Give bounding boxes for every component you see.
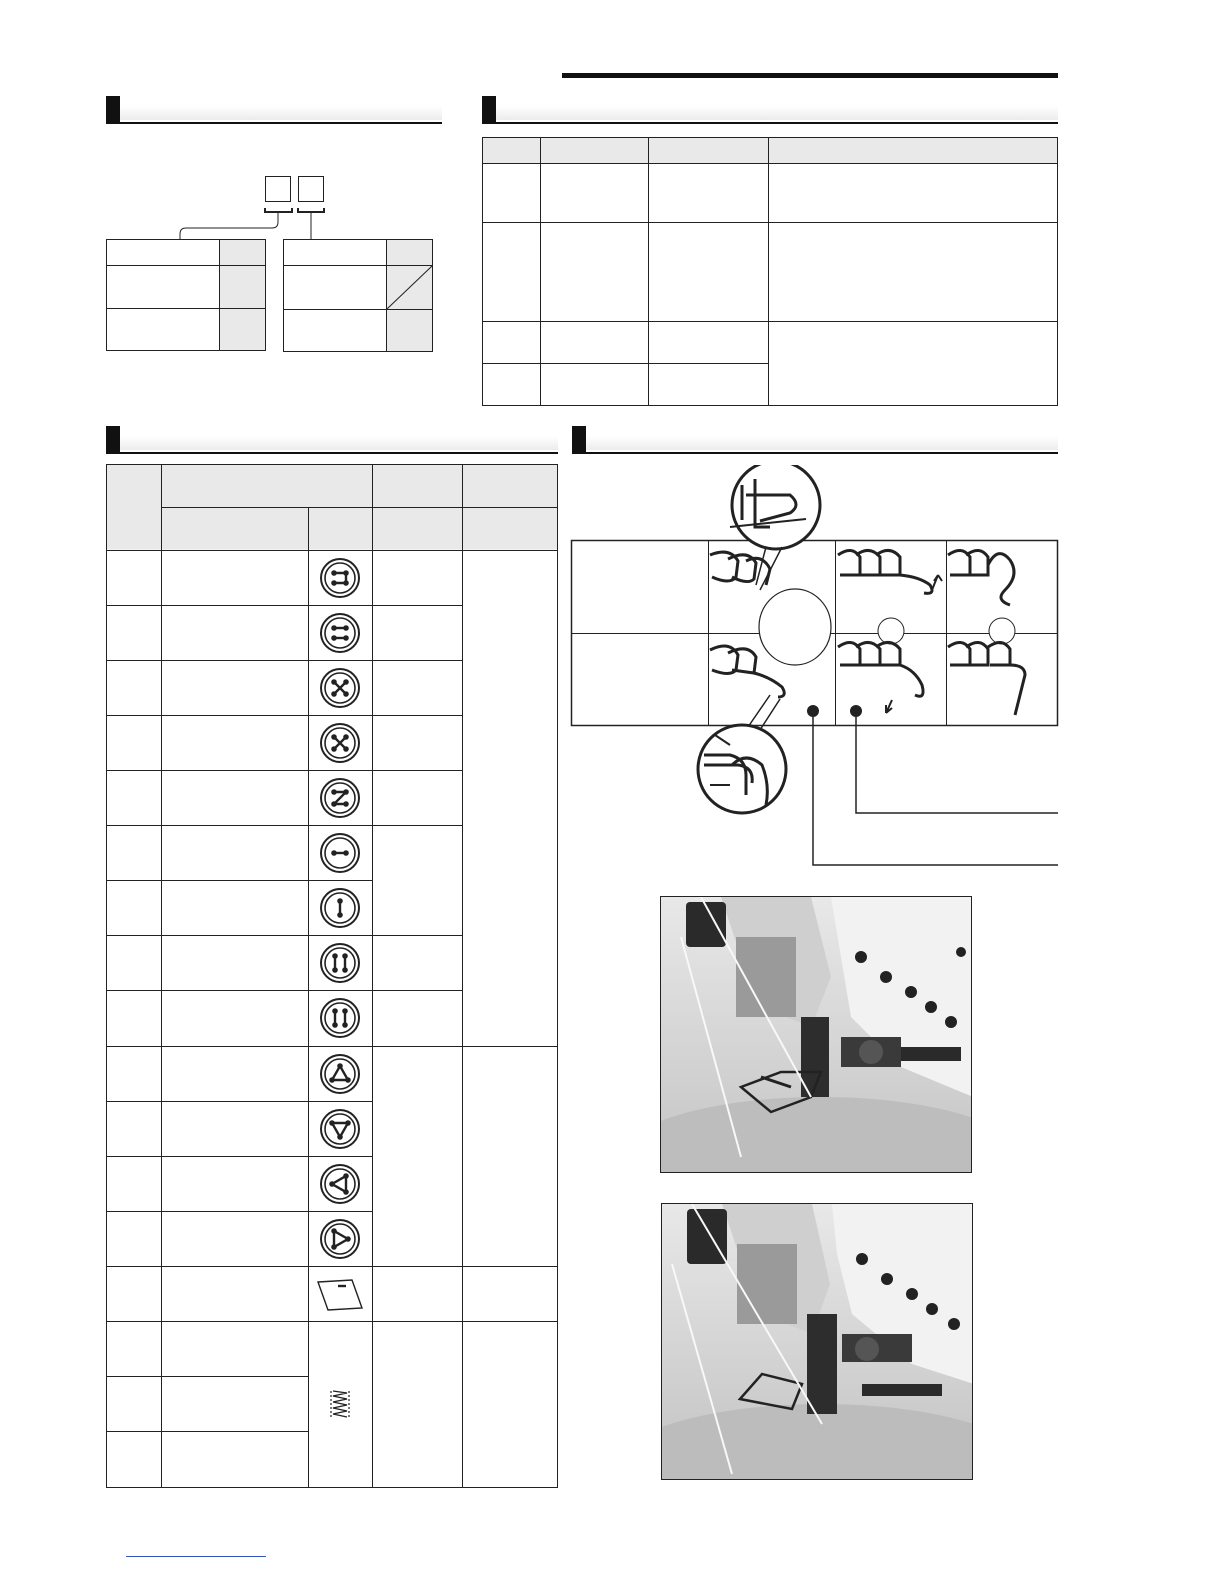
table-row [483,164,1058,223]
model-code-left-table [106,239,266,351]
zigzag-bartack-icon [331,1391,349,1417]
table-header-row [483,138,1058,164]
top-rule [562,73,1058,78]
machine-photo-1 [660,896,972,1173]
code-brackets [106,150,442,250]
sewing-machine-photo [661,897,972,1173]
4-hole-parallel-icon [321,559,359,597]
machine-photo-2 [661,1203,973,1480]
3-hole-triangle-down-icon [321,1110,359,1148]
section-header-thread-diagram [572,426,1058,454]
pattern-table-grid [106,464,558,1488]
model-code-diagram [106,150,442,360]
table-row [483,322,1058,364]
stitch-diagram [570,465,1060,875]
spec-table [482,137,1058,406]
4-hole-parallel-icon [321,614,359,652]
section-header-model-code [106,96,442,124]
sewing-machine-photo [662,1204,973,1480]
4-hole-z-icon [321,779,359,817]
shank-tag-icon [318,1280,362,1310]
3-hole-triangle-left-icon [321,1165,359,1203]
diagonal-slash [387,266,432,309]
footer-link-underline [126,1556,266,1557]
model-code-right-table [283,239,433,352]
4-hole-vertical-pairs-icon [321,999,359,1037]
2-hole-horizontal-icon [321,834,359,872]
pattern-table [106,464,558,1488]
table-row [483,223,1058,322]
section-header-patterns [106,426,558,454]
section-header-specs [482,96,1058,124]
2-hole-vertical-icon [321,889,359,927]
4-hole-cross-icon [321,669,359,707]
4-hole-cross-icon [321,724,359,762]
3-hole-triangle-right-icon [321,1220,359,1258]
3-hole-triangle-up-icon [321,1055,359,1093]
4-hole-vertical-pairs-icon [321,944,359,982]
